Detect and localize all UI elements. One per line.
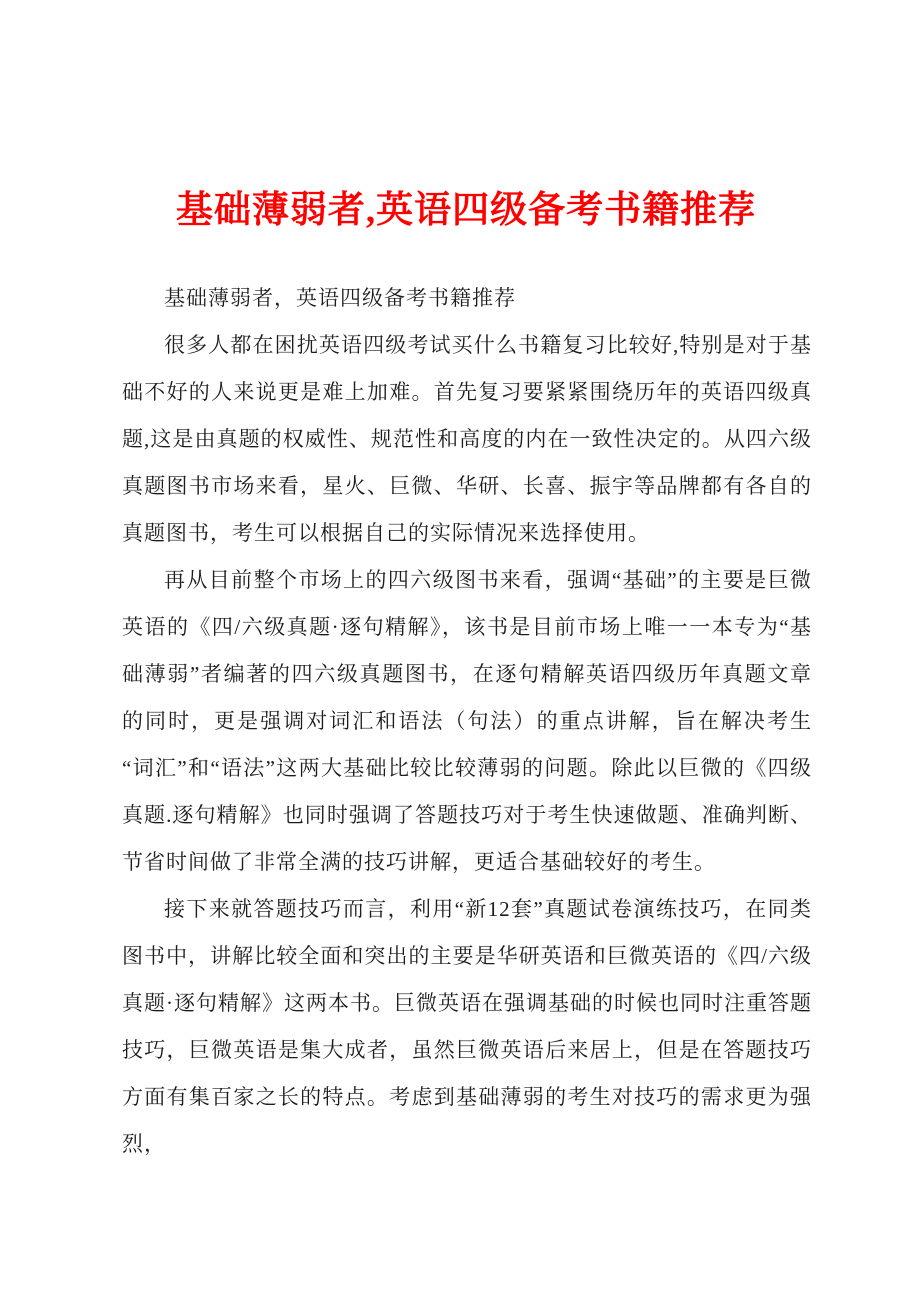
paragraph-intro: 很多人都在困扰英语四级考试买什么书籍复习比较好,特别是对于基础不好的人来说更是难上加难。首先复习要紧紧围绕历年的英语四级真题,这是由真题的权威性、规范性和高度的内在一致性决定的。从四六级真题图书市场来看，星火、巨微、华研、长喜、振宇等品牌都有各自的真题图书，考生可以根据自己的实际情况来选择使用。: [122, 333, 812, 545]
paragraph-basics-books: 再从目前整个市场上的四六级图书来看，强调“基础”的主要是巨微英语的《四/六级真题·逐句精解》，该书是目前市场上唯一一本专为“基础薄弱”者编著的四六级真题图书，在逐句精解英语四级历年真题文章的同时，更是强调对词汇和语法（句法）的重点讲解，旨在解决考生“词汇”和“语法”这两大基础比较比较薄弱的问题。除此以巨微的《四级真题.逐句精解》也同时强调了答题技巧对于考生快速做题、准确判断、节省时间做了非常全满的技巧讲解，更适合基础较好的考生。: [122, 568, 812, 874]
paragraph-answer-skills: 接下来就答题技巧而言，利用“新12套”真题试卷演练技巧，在同类图书中，讲解比较全面和突出的主要是华研英语和巨微英语的《四/六级真题·逐句精解》这两本书。巨微英语在强调基础的时候也同时注重答题技巧，巨微英语是集大成者，虽然巨微英语后来居上，但是在答题技巧方面有集百家之长的特点。考虑到基础薄弱的考生对技巧的需求更为强烈，: [122, 897, 812, 1156]
document-body: [122, 275, 812, 1168]
page-title: 基础薄弱者,英语四级备考书籍推荐: [175, 190, 757, 231]
paragraph-subtitle: 基础薄弱者，英语四级备考书籍推荐: [164, 286, 516, 310]
